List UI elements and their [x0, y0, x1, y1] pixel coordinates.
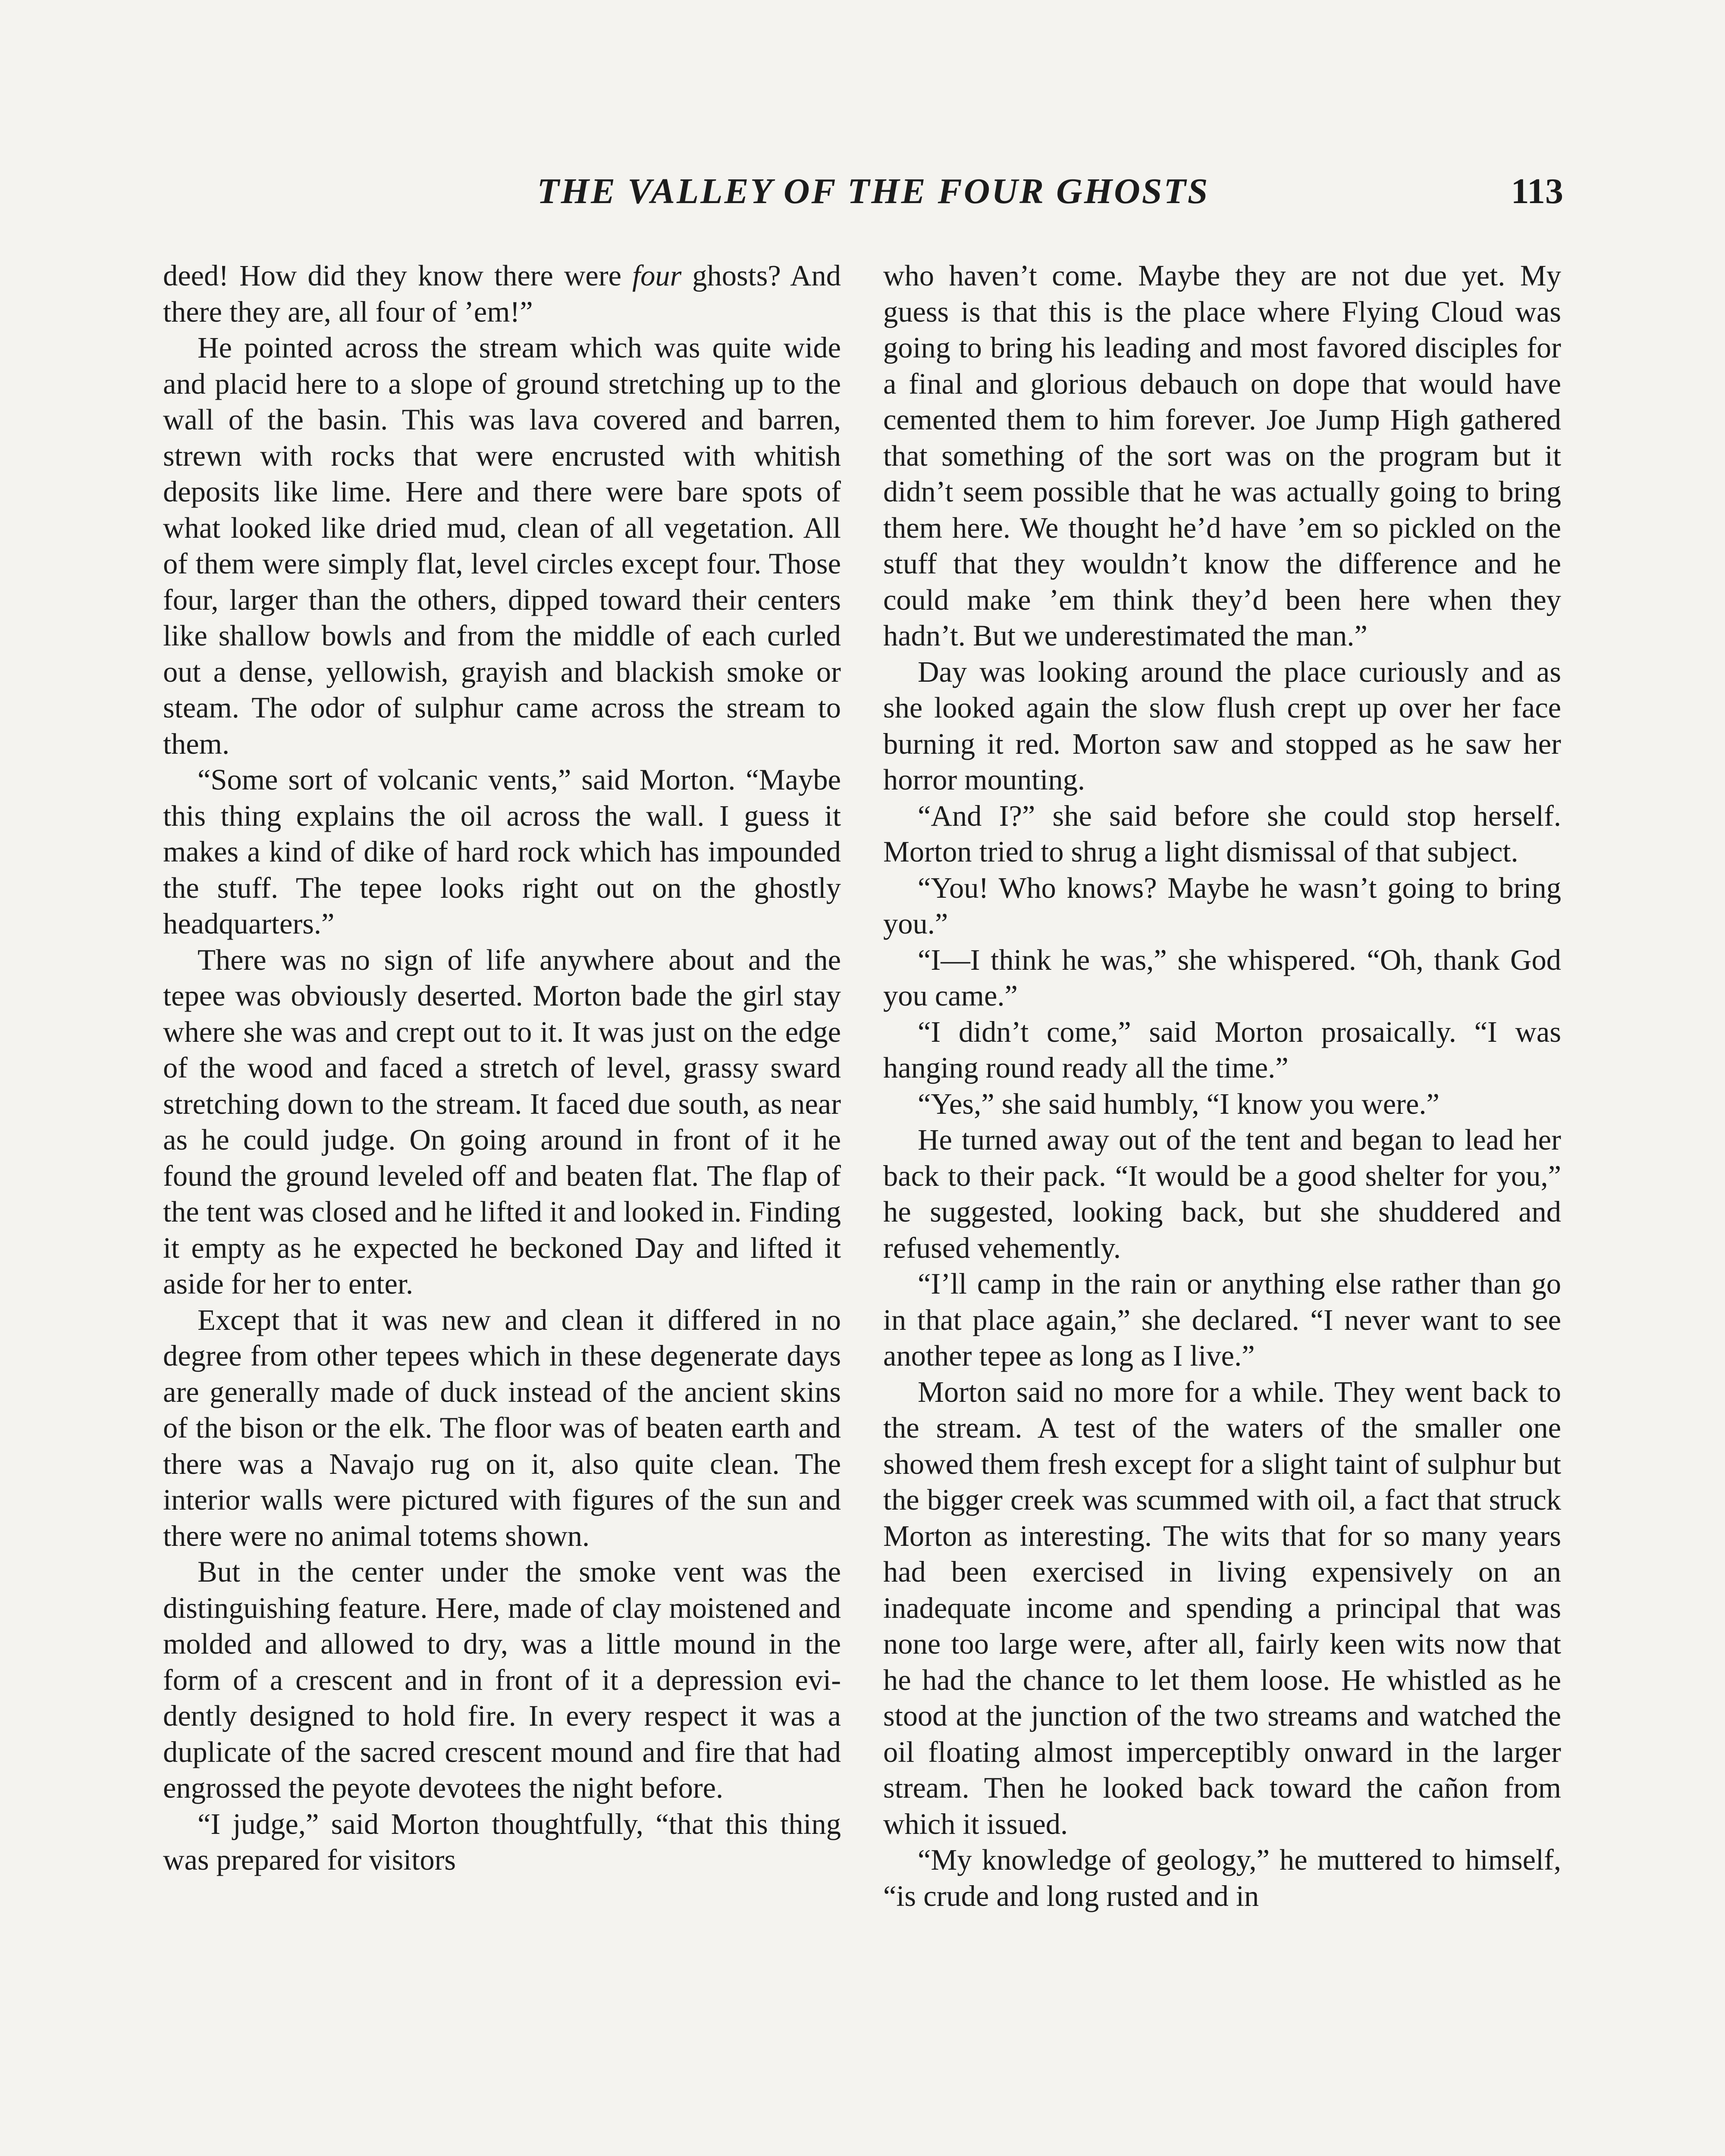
paragraph [883, 654, 1561, 798]
paragraph [883, 1122, 1561, 1266]
paragraph-text: There was no sign of life anywhere about and the tepee was obviously deserted. Morton bade the girl stay where she was and crept out to it. It was just on the edge of the wood and faced a stretch of level, grassy sward stretching down to the stream. It faced due south, as near as he could judge. On going around in front of it he found the ground leveled off and beaten flat. The flap of the tent was closed and he lifted it and looked in. Finding it empty as he expected he beckoned Day and lifted it aside for her to enter. [163, 943, 841, 1300]
running-head-title: THE VALLEY OF THE FOUR GHOSTS [537, 171, 1210, 211]
paragraph-text: “I’ll camp in the rain or anything else rather than go in that place again,” she declared. “I never want to see another tepee as long as I live.” [883, 1267, 1561, 1372]
left-column [163, 258, 841, 1878]
paragraph [883, 1374, 1561, 1843]
paragraph-text: deed! How did they know there were [163, 259, 633, 292]
emphasis-text: four [632, 259, 682, 292]
paragraph [163, 1554, 841, 1806]
paragraph-text: who haven’t come. Maybe they are not due yet. My guess is that this is the place where Flying Cloud was going to bring his leading and most favored disciples for a final and glorious debauch on dope that would have cemented them to him forever. Joe Jump High gathered that something of the sort was on the program but it didn’t seem possible that he was actually going to bring them here. We thought he’d have ’em so pickled on the stuff that they wouldn’t know the difference and he could make ’em think they’d been here when they hadn’t. But we underestimated the man.” [883, 259, 1561, 652]
paragraph-text: “I—I think he was,” she whispered. “Oh, thank God you came.” [883, 943, 1561, 1012]
paragraph [883, 258, 1561, 654]
paragraph [883, 870, 1561, 942]
paragraph [883, 1266, 1561, 1374]
paragraph-text: “I didn’t come,” said Morton prosaically. “I was hanging round ready all the time.” [883, 1015, 1561, 1084]
paragraph [163, 942, 841, 1302]
right-column [883, 258, 1561, 1914]
paragraph-text: “My knowledge of geology,” he muttered to himself, “is crude and long rusted and in [883, 1843, 1561, 1912]
paragraph [163, 1806, 841, 1878]
paragraph [883, 1086, 1561, 1122]
paragraph [163, 330, 841, 762]
paragraph-text: “You! Who knows? Maybe he wasn’t going to bring you.” [883, 871, 1561, 940]
paragraph [883, 798, 1561, 870]
paragraph-text: “And I?” she said before she could stop herself. Morton tried to shrug a light dismissal of that subject. [883, 799, 1561, 868]
paragraph [883, 1842, 1561, 1914]
page-number: 113 [1511, 171, 1563, 211]
paragraph [883, 942, 1561, 1014]
paragraph-text: He pointed across the stream which was quite wide and placid here to a slope of ground stretching up to the wall of the basin. This was lava covered and barren, strewn with rocks that were encrusted with whitish deposits like lime. Here and there were bare spots of what looked like dried mud, clean of all vegetation. All of them were simply flat, level circles except four. Those four, larger than the others, dipped toward their centers like shallow bowls and from the middle of each curled out a dense, yellowish, grayish and blackish smoke or steam. The odor of sulphur came across the stream to them. [163, 331, 841, 760]
paragraph-text: He turned away out of the tent and began to lead her back to their pack. “It would be a good shelter for you,” he suggested, looking back, but she shuddered and refused vehemently. [883, 1123, 1561, 1264]
paragraph-text: Except that it was new and clean it differed in no degree from other tepees which in these degenerate days are generally made of duck instead of the ancient skins of the bison or the elk. The floor was of beaten earth and there was a Navajo rug on it, also quite clean. The interior walls were pictured with figures of the sun and there were no animal totems shown. [163, 1303, 841, 1552]
paragraph-text: “Some sort of volcanic vents,” said Morton. “Maybe this thing explains the oil across the wall. I guess it makes a kind of dike of hard rock which has impounded the stuff. The tepee looks right out on the ghostly headquarters.” [163, 763, 841, 940]
paragraph-text: ghosts? And there they are, all four of ’em!” [163, 259, 841, 328]
paragraph [883, 1014, 1561, 1086]
paragraph [163, 258, 841, 330]
paragraph-text: “Yes,” she said humbly, “I know you were.” [918, 1087, 1440, 1120]
paragraph-text: “I judge,” said Morton thoughtfully, “that this thing was prepared for visitors [163, 1807, 841, 1876]
paragraph [163, 762, 841, 942]
paragraph-text: Morton said no more for a while. They went back to the stream. A test of the waters of the smaller one showed them fresh except for a slight taint of sulphur but the bigger creek was scummed with oil, a fact that struck Morton as interesting. The wits that for so many years had been exercised in living expensively on an inadequate income and spending a principal that was none too large were, after all, fairly keen wits now that he had the chance to let them loose. He whistled as he stood at the junction of the two streams and watched the oil floating almost imperceptibly onward in the larger stream. Then he looked back toward the cañon from which it issued. [883, 1375, 1561, 1840]
paragraph-text: But in the center under the smoke vent was the distinguishing feature. Here, made of clay moistened and molded and allowed to dry, was a little mound in the form of a crescent and in front of it a depression evidently designed to hold fire. In every respect it was a duplicate of the sacred crescent mound and fire that had engrossed the peyote devotees the night before. [163, 1555, 841, 1804]
paragraph [163, 1302, 841, 1554]
paragraph-text: Day was looking around the place curiously and as she looked again the slow flush crept up over her face burning it red. Morton saw and stopped as he saw her horror mounting. [883, 655, 1561, 796]
